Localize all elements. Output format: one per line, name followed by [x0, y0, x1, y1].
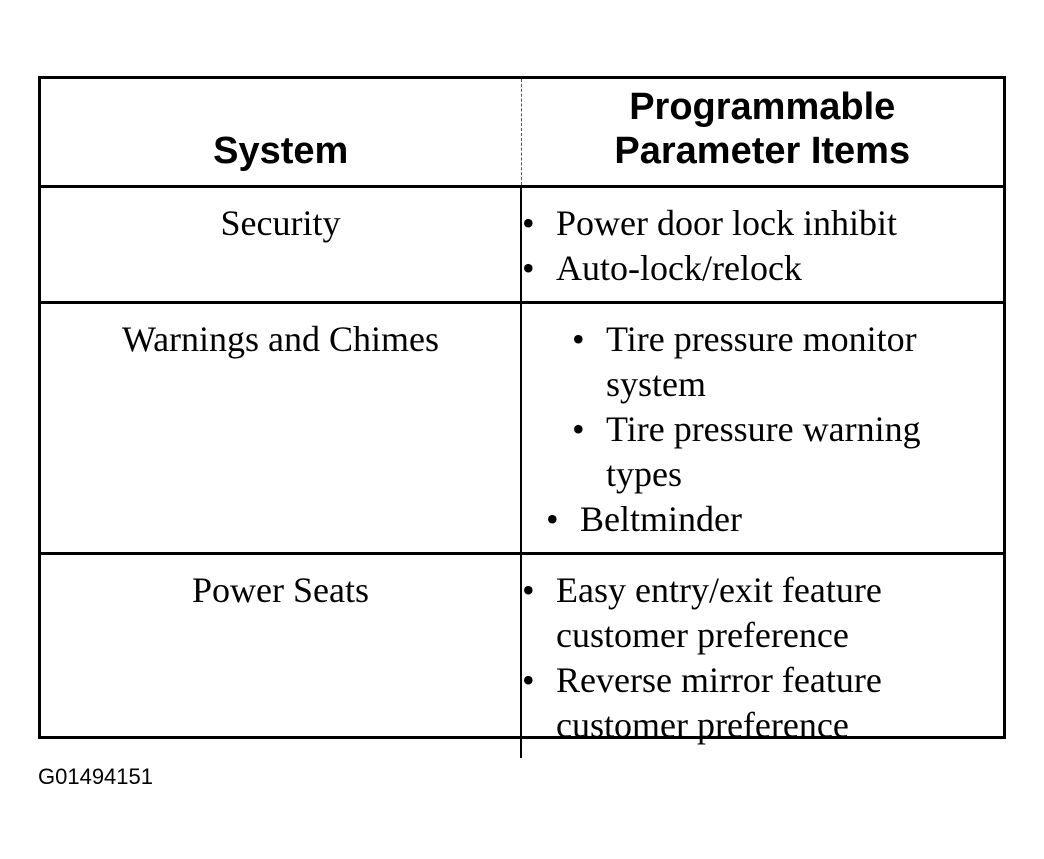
header-parameter-items-line-2: Parameter Items — [614, 129, 911, 172]
items-list — [522, 568, 1003, 748]
items-list — [522, 317, 1003, 542]
figure-id: G01494151 — [38, 764, 153, 789]
items-cell — [521, 186, 1003, 302]
list-item: • Power door lock inhibit — [522, 201, 1003, 246]
header-system: System — [41, 79, 521, 186]
list-item: • Tire pressure warning types — [572, 407, 983, 497]
programmable-parameters-table — [41, 79, 1003, 758]
list-item: • Auto-lock/relock — [522, 246, 1003, 291]
items-cell — [521, 553, 1003, 758]
system-cell: Security — [41, 186, 521, 302]
items-list — [522, 201, 1003, 291]
system-cell: Warnings and Chimes — [41, 302, 521, 553]
list-item: • Tire pressure monitor system — [572, 317, 983, 407]
header-parameter-items — [521, 79, 1003, 186]
list-item: • Reverse mirror feature customer preference — [522, 658, 1003, 748]
items-cell — [521, 302, 1003, 553]
system-cell: Power Seats — [41, 553, 521, 758]
header-row — [41, 79, 1003, 186]
table-row-warnings-and-chimes — [41, 302, 1003, 553]
header-parameter-items-line-1: Programmable — [629, 85, 896, 128]
list-item: • Beltminder — [546, 497, 1003, 542]
table-row-power-seats — [41, 553, 1003, 758]
parameter-table-frame — [38, 76, 1006, 745]
list-item: • Easy entry/exit feature customer preference — [522, 568, 1003, 658]
table-row-security — [41, 186, 1003, 302]
